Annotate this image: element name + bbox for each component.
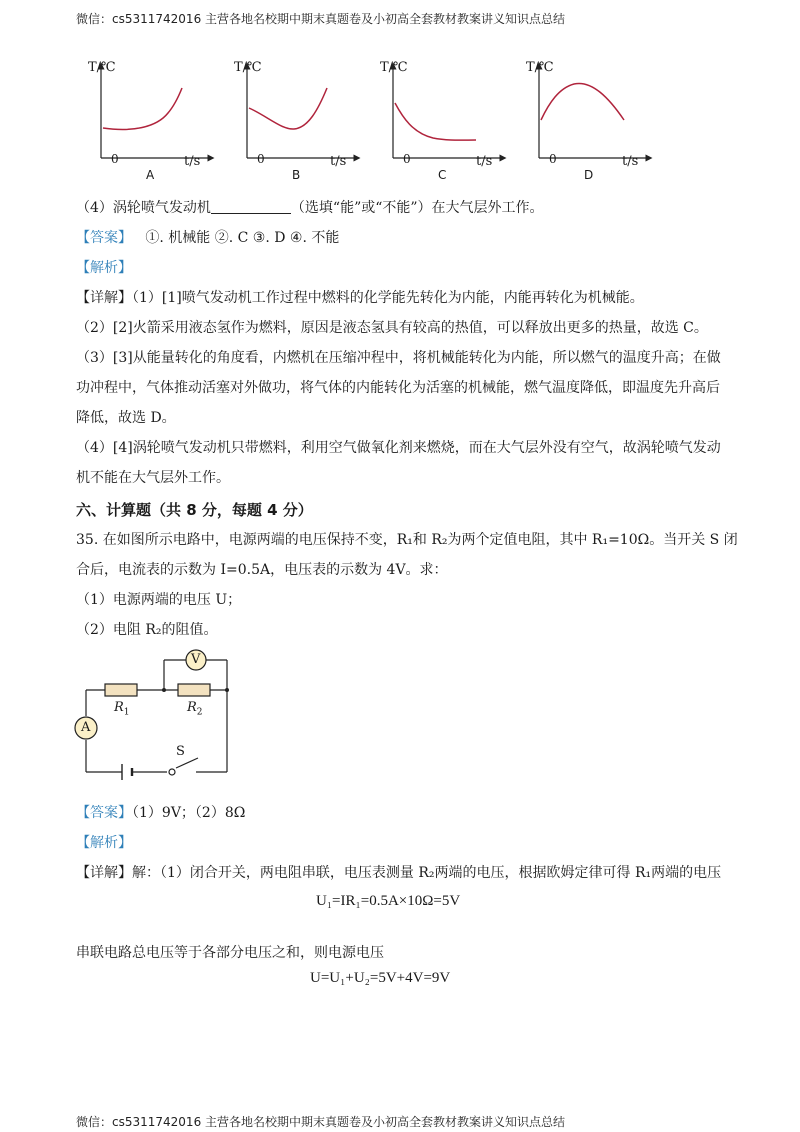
answer-tag: 【答案】 <box>76 805 132 821</box>
graph-a: T/℃ 0 t/s A <box>88 60 201 182</box>
question-35-line-2: 合后，电流表的示数为 I=0.5A，电压表的示数为 4V。求： <box>76 562 448 578</box>
section-title: 六、计算题（共 8 分，每题 4 分） <box>76 501 313 519</box>
graph-a-label: A <box>146 168 155 182</box>
question-4: （4）涡轮喷气发动机 （选填“能”或“不能”）在大气层外工作。 <box>76 200 544 216</box>
question-35-line-1: 35. 在如图所示电路中，电源两端的电压保持不变，R₁和 R₂为两个定值电阻，其中 R₁=10Ω。当开关 S 闭 <box>76 532 738 548</box>
question-35-line-3: （1）电源两端的电压 U； <box>76 592 242 608</box>
analysis-tag: 【解析】 <box>76 260 132 276</box>
analysis-tag: 【解析】 <box>76 835 132 851</box>
graph-a-curve <box>103 88 182 129</box>
graph-d: T/℃ 0 t/s D <box>526 60 639 182</box>
page-footer: 微信：cs5311742016 主营各地名校期中期末真题卷及小初高全套教材教案讲义知识点总结 <box>76 1115 566 1129</box>
answer-blank[interactable] <box>211 199 291 214</box>
graph-d-label: D <box>584 168 594 182</box>
graph-b: T/℃ 0 t/s B <box>234 60 347 182</box>
r2-label: $R_2$ <box>187 700 203 718</box>
detail-1-line-6: （4）[4]涡轮喷气发动机只带燃料，利用空气做氧化剂来燃烧，而在大气层外没有空气，故涡轮喷气发动 <box>76 440 721 456</box>
detail-tag: 【详解】 <box>76 865 132 881</box>
detail-1-line-3: （3）[3]从能量转化的角度看，内燃机在压缩冲程中，将机械能转化为内能，所以燃气的温度升高；在做 <box>76 350 721 366</box>
graph-c-label: C <box>438 168 447 182</box>
voltmeter-label: V <box>191 652 201 667</box>
temperature-graphs <box>60 58 660 188</box>
graph-b-curve <box>249 88 327 129</box>
graph-b-label: B <box>292 168 301 182</box>
analysis-2 <box>76 833 736 853</box>
graph-c: T/℃ 0 t/s C <box>380 60 493 182</box>
switch-label: S <box>176 744 185 759</box>
detail-1-line-5: 降低，故选 D。 <box>76 410 176 426</box>
circuit-diagram <box>72 644 242 782</box>
answer-2: 【答案】（1）9V；（2）8Ω <box>76 805 246 821</box>
r1-label: $R_1$ <box>114 700 130 718</box>
switch-icon <box>169 769 175 775</box>
detail-1-line-1: 【详解】（1）[1]喷气发动机工作过程中燃料的化学能先转化为内能，内能再转化为机械能。 <box>76 290 644 306</box>
analysis-1 <box>76 258 736 278</box>
formula-u1: U₁=IR₁=0.5A×10Ω=5V <box>316 893 461 909</box>
answer-tag: 【答案】 <box>76 230 132 246</box>
graph-d-curve <box>541 83 624 120</box>
resistor-r2 <box>178 684 210 696</box>
formula-u: U=U₁+U₂=5V+4V=9V <box>310 970 451 986</box>
page-header: 微信：cs5311742016 主营各地名校期中期末真题卷及小初高全套教材教案讲义知识点总结 <box>76 12 566 26</box>
detail-1-line-4: 功冲程中，气体推动活塞对外做功，将气体的内能转化为活塞的机械能，燃气温度降低，即温度先升高后 <box>76 380 720 396</box>
detail-tag: 【详解】 <box>76 290 132 306</box>
ammeter-label: A <box>81 720 91 735</box>
detail-1-line-2: （2）[2]火箭采用液态氢作为燃料，原因是液态氢具有较高的热值，可以释放出更多的热量，故选 C。 <box>76 320 708 336</box>
detail-2-line-2: 串联电路总电压等于各部分电压之和，则电源电压 <box>76 945 384 961</box>
detail-2-line-1: 【详解】解：（1）闭合开关，两电阻串联，电压表测量 R₂两端的电压，根据欧姆定律可得 R₁两端的电压 <box>76 865 722 881</box>
graph-c-curve <box>395 103 476 140</box>
resistor-r1 <box>105 684 137 696</box>
question-35-line-4: （2）电阻 R₂的阻值。 <box>76 622 218 638</box>
detail-1-line-7: 机不能在大气层外工作。 <box>76 470 230 486</box>
answer-1: 【答案】 ①. 机械能 ②. C ③. D ④. 不能 <box>76 230 340 246</box>
